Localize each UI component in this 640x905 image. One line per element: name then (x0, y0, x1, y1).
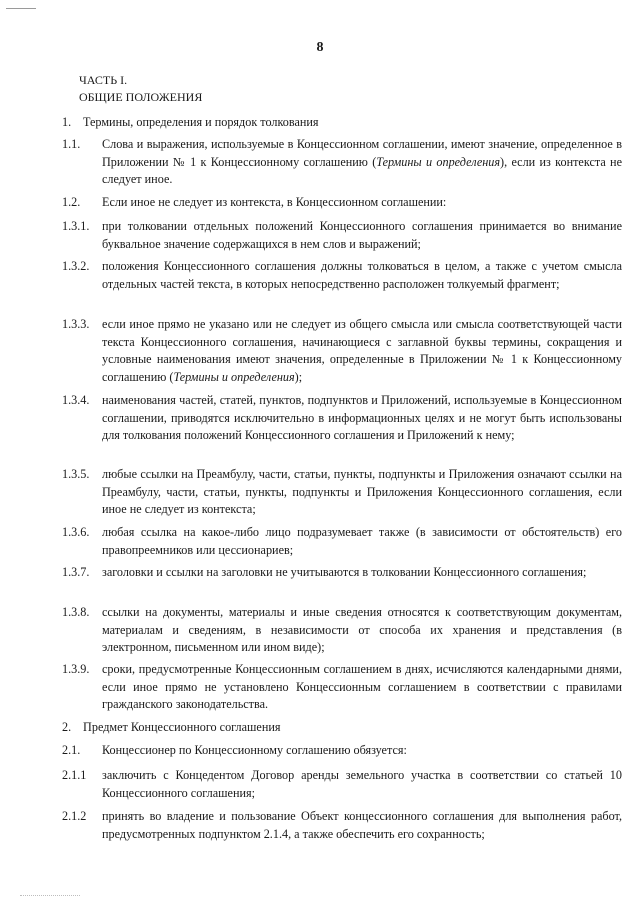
scan-artifact (20, 895, 80, 896)
clause-text (102, 136, 622, 189)
clause-text-part: Концессионер по Концессионному соглашению обязуется: (102, 743, 407, 757)
clause-number: 1.3.5. (62, 467, 90, 481)
section-1-heading (62, 114, 622, 131)
clause-number: 1.3.1. (62, 219, 90, 233)
clause-1-3-2 (62, 258, 622, 293)
clause-text-part: заключить с Концедентом Договор аренды земельного участка в соответствии со статьей 10 Концессионного соглашения; (102, 768, 622, 800)
clause-text-part: любая ссылка на какое-либо лицо подразумевает также (в зависимости от обстоятельств) его правопреемников или цессионариев; (102, 525, 622, 557)
clause-text-part: если иное прямо не указано или не следует из общего смысла или смысла соответствующей части текста Концессионного соглашения, начинающиеся с заглавной буквы термины, сокращения и условные наименования имеют значения, определенные в Приложении № 1 к Концессионному соглашению ( (102, 317, 622, 384)
clause-text (102, 767, 622, 802)
clause-text-part: принять во владение и пользование Объект концессионного соглашения для выполнения работ, предусмотренных подпунктом 2.1.4, а также обеспечить его сохранность; (102, 809, 622, 841)
clause-1-3-5 (62, 466, 622, 519)
clause-1-1 (62, 136, 622, 189)
clause-number: 1.3.4. (62, 393, 90, 407)
clause-number: 1.1. (62, 137, 81, 151)
clause-italic-term: Термины и определения (376, 154, 501, 169)
clause-number: 2.1. (62, 743, 81, 757)
clause-number: 1.3.3. (62, 317, 90, 331)
section-1-number: 1. (62, 115, 72, 129)
clause-1-3-3 (62, 316, 622, 386)
clause-number: 1.3.2. (62, 259, 90, 273)
clause-1-3-6 (62, 524, 622, 559)
section-2-title: Предмет Концессионного соглашения (83, 720, 281, 734)
clause-number: 1.2. (62, 195, 81, 209)
clause-1-3-1 (62, 218, 622, 253)
clause-italic-term: Термины и определения (173, 369, 295, 384)
corner-mark (6, 8, 36, 9)
clause-1-3-9 (62, 661, 622, 714)
clause-text-part: ); (294, 369, 303, 384)
clause-text (102, 661, 622, 714)
clause-text (102, 742, 622, 760)
clause-1-2 (62, 194, 622, 212)
clause-text (102, 218, 622, 253)
clause-text-part: при толковании отдельных положений Концессионного соглашения принимается во внимание буквальное значение содержащихся в нем слов и выражений; (102, 219, 622, 251)
clause-2-1-1 (62, 767, 622, 802)
clause-text-part: ссылки на документы, материалы и иные сведения относятся к соответствующим документам, материалам и сведениям, в независимости от способа их хранения и представления (в электронном, письменном или ином виде); (102, 605, 622, 654)
clause-1-3-7 (62, 564, 622, 582)
clause-number: 1.3.9. (62, 662, 90, 676)
clause-text-part: Если иное не следует из контекста, в Концессионном соглашении: (102, 195, 447, 209)
clause-text-part: ), если из контекста не следует иное. (102, 154, 622, 186)
clause-number: 2.1.1 (62, 768, 87, 782)
clause-text-part: положения Концессионного соглашения должны толковаться в целом, а также с учетом смысла отдельных частей текста, в которых непосредственно расположен толкуемый фрагмент; (102, 259, 622, 291)
clause-number: 2.1.2 (62, 809, 87, 823)
clause-text-part: наименования частей, статей, пунктов, подпунктов и Приложений, используемые в Концессионном соглашении, приводятся исключительно в информационных целях и не могут быть использованы для толкования положений Концессионного соглашения и Приложений к нему; (102, 393, 622, 442)
clause-text-part: любые ссылки на Преамбулу, части, статьи, пункты, подпункты и Приложения означают ссылки на Преамбулу, части, статьи, пункты, подпункты и Приложения Концессионного соглашения, если иное не следует из контекста; (102, 467, 622, 516)
clause-text (102, 564, 622, 582)
clause-number: 1.3.7. (62, 565, 90, 579)
clause-2-1 (62, 742, 622, 760)
clause-text (102, 316, 622, 386)
clause-text (102, 524, 622, 559)
clause-1-3-8 (62, 604, 622, 657)
clause-text-part: Слова и выражения, используемые в Концессионном соглашении, имеют значение, определенное в Приложении № 1 к Концессионному соглашению ( (102, 137, 622, 169)
section-1-title: Термины, определения и порядок толкования (83, 115, 319, 129)
clause-1-3-4 (62, 392, 622, 445)
page-number: 8 (316, 40, 324, 55)
clause-text (102, 466, 622, 519)
part-title-line1: ЧАСТЬ I. (79, 73, 128, 87)
clause-2-1-2 (62, 808, 622, 843)
clause-text (102, 604, 622, 657)
section-2-number: 2. (62, 720, 72, 734)
clause-text (102, 194, 622, 212)
clause-text-part: заголовки и ссылки на заголовки не учитываются в толковании Концессионного соглашения; (102, 565, 587, 579)
clause-text (102, 808, 622, 843)
clause-text (102, 258, 622, 293)
clause-number: 1.3.6. (62, 525, 90, 539)
part-title-line2: ОБЩИЕ ПОЛОЖЕНИЯ (79, 90, 203, 104)
clause-text-part: сроки, предусмотренные Концессионным соглашением в днях, исчисляются календарными днями, если иное прямо не установлено Концессионным соглашением в соответствии с правилами гражданского законодательства. (102, 662, 622, 711)
clause-number: 1.3.8. (62, 605, 90, 619)
clause-text (102, 392, 622, 445)
section-2-heading (62, 719, 622, 736)
